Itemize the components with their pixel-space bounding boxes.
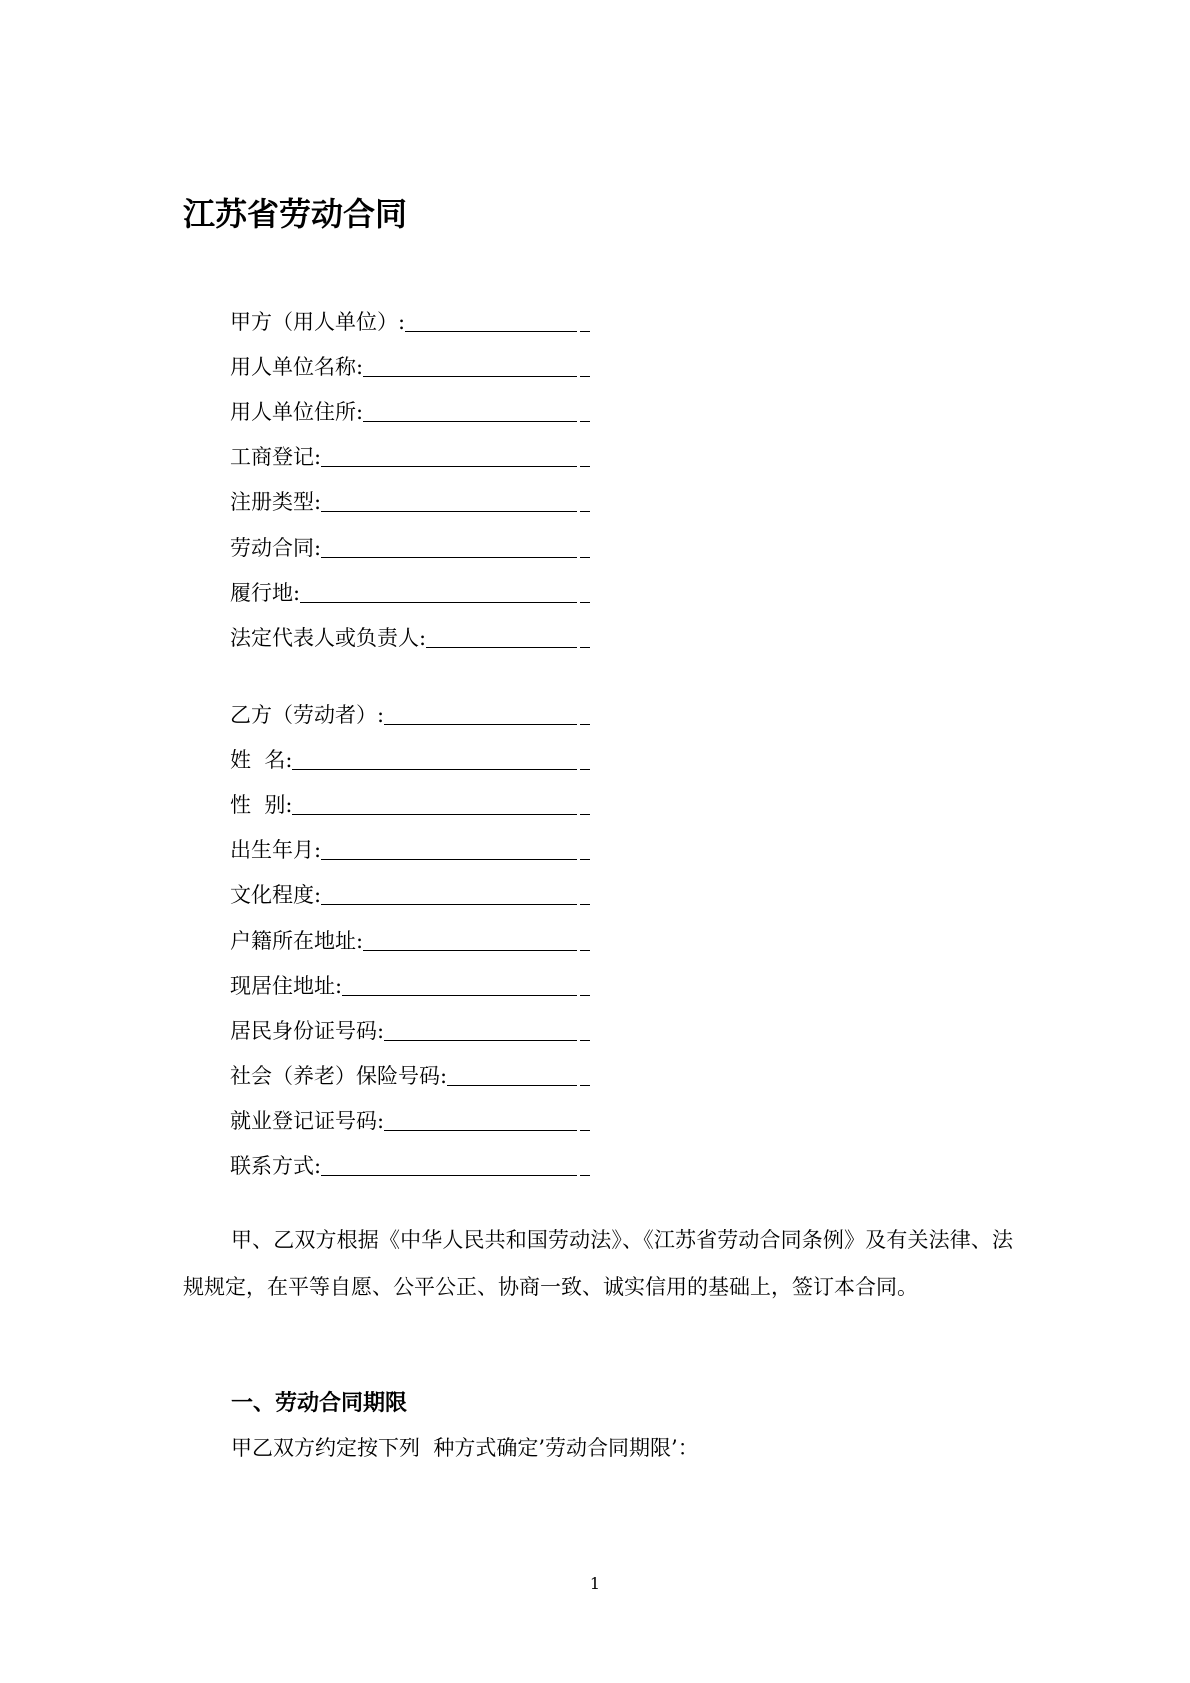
- field-label: 注册类型:: [230, 490, 322, 515]
- field-label: 乙方（劳动者）:: [230, 703, 385, 728]
- fill-in-line[interactable]: [363, 420, 577, 422]
- form-field-business-registration: [230, 432, 590, 477]
- fill-in-line[interactable]: [384, 1039, 577, 1041]
- form-field-labor-contract: [230, 522, 590, 567]
- fill-in-line-end: [580, 769, 590, 770]
- field-label: 甲方（用人单位）:: [230, 310, 406, 335]
- fill-in-line[interactable]: [405, 330, 577, 332]
- field-label: 工商登记:: [230, 445, 322, 470]
- field-label: 现居住地址:: [230, 973, 343, 998]
- fill-in-line-end: [580, 724, 590, 725]
- fill-in-line-end: [580, 602, 590, 603]
- field-label: 就业登记证号码:: [230, 1108, 385, 1133]
- fill-in-line[interactable]: [321, 1174, 577, 1176]
- fill-in-line-end: [580, 814, 590, 815]
- form-field-employer-address: [230, 387, 590, 432]
- fill-in-line-end: [580, 376, 590, 377]
- form-field-legal-representative: [230, 613, 590, 658]
- form-field-birth-date: [230, 825, 590, 870]
- page-number: 1: [589, 1574, 601, 1593]
- fill-in-line-end: [580, 904, 590, 905]
- fill-in-line-end: [580, 995, 590, 996]
- field-label: 性 别:: [230, 793, 293, 818]
- field-label: 户籍所在地址:: [230, 928, 364, 953]
- party-b-fields: [230, 690, 590, 1186]
- field-label: 姓 名:: [230, 748, 293, 773]
- field-label: 文化程度:: [230, 883, 322, 908]
- fill-in-line[interactable]: [321, 556, 577, 558]
- fill-in-line[interactable]: [321, 510, 577, 512]
- fill-in-line[interactable]: [321, 465, 577, 467]
- fill-in-line[interactable]: [321, 903, 577, 905]
- fill-in-line[interactable]: [342, 994, 577, 996]
- fill-in-line-end: [580, 1175, 590, 1176]
- form-field-place-of-performance: [230, 568, 590, 613]
- fill-in-line[interactable]: [447, 1084, 577, 1086]
- form-field-party-a: [230, 297, 590, 342]
- form-field-gender: [230, 780, 590, 825]
- fill-in-line-end: [580, 1130, 590, 1131]
- form-field-social-insurance-number: [230, 1051, 590, 1096]
- fill-in-line[interactable]: [321, 858, 577, 860]
- fill-in-line[interactable]: [426, 646, 577, 648]
- form-field-party-b: [230, 690, 590, 735]
- field-label: 出生年月:: [230, 838, 322, 863]
- fill-in-line-end: [580, 647, 590, 648]
- fill-in-line[interactable]: [363, 375, 577, 377]
- field-label: 社会（养老）保险号码:: [230, 1063, 448, 1088]
- section-heading: 一、劳动合同期限: [231, 1391, 408, 1416]
- fill-in-line[interactable]: [363, 949, 577, 951]
- form-field-education: [230, 870, 590, 915]
- fill-in-line-end: [580, 511, 590, 512]
- form-field-contact: [230, 1141, 590, 1186]
- field-label: 用人单位名称:: [230, 355, 364, 380]
- form-field-registration-type: [230, 477, 590, 522]
- fill-in-line-end: [580, 466, 590, 467]
- field-label: 履行地:: [230, 580, 301, 605]
- form-field-household-address: [230, 915, 590, 960]
- fill-in-line-end: [580, 1085, 590, 1086]
- section-text: 甲乙双方约定按下列 种方式确定’劳动合同期限’：: [231, 1436, 699, 1460]
- fill-in-line[interactable]: [292, 768, 577, 770]
- fill-in-line-end: [580, 421, 590, 422]
- fill-in-line-end: [580, 859, 590, 860]
- fill-in-line-end: [580, 950, 590, 951]
- form-field-id-number: [230, 1006, 590, 1051]
- field-label: 居民身份证号码:: [230, 1018, 385, 1043]
- fill-in-line[interactable]: [384, 723, 577, 725]
- fill-in-line[interactable]: [292, 813, 577, 815]
- fill-in-line-end: [580, 1040, 590, 1041]
- fill-in-line-end: [580, 557, 590, 558]
- document-title: 江苏省劳动合同: [183, 195, 408, 233]
- form-field-employment-registration-number: [230, 1096, 590, 1141]
- field-label: 联系方式:: [230, 1154, 322, 1179]
- form-field-current-address: [230, 961, 590, 1006]
- fill-in-line-end: [580, 331, 590, 332]
- fill-in-line[interactable]: [384, 1129, 577, 1131]
- fill-in-line[interactable]: [300, 601, 577, 603]
- field-label: 用人单位住所:: [230, 400, 364, 425]
- field-label: 劳动合同:: [230, 535, 322, 560]
- party-a-fields: [230, 297, 590, 658]
- field-label: 法定代表人或负责人:: [230, 625, 427, 650]
- form-field-employer-name: [230, 342, 590, 387]
- intro-paragraph: 甲、乙双方根据《中华人民共和国劳动法》、《江苏省劳动合同条例》及有关法律、法规规定，在平等自愿、公平公正、协商一致、诚实信用的基础上，签订本合同。: [183, 1228, 1013, 1299]
- form-field-name: [230, 735, 590, 780]
